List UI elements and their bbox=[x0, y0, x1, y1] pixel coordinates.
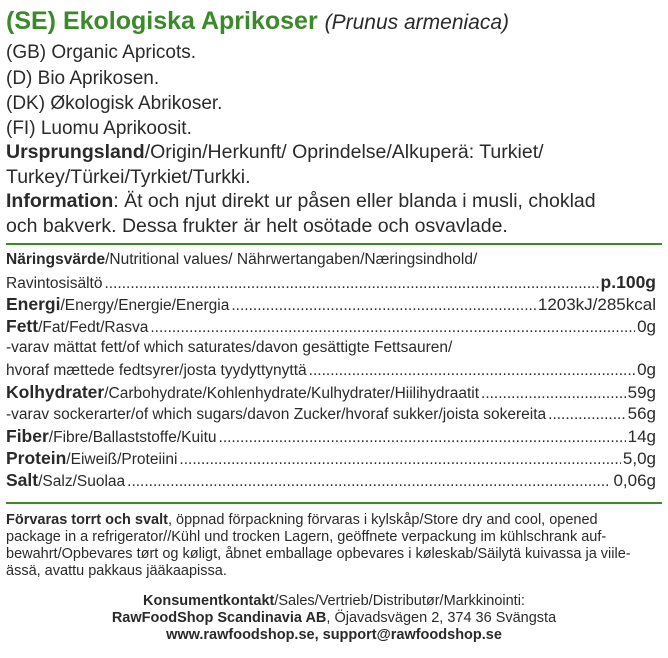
table-row: hvoraf mættede fedtsyrer/josta tyydyttynyttä ..... 0g bbox=[6, 359, 656, 381]
divider-bottom bbox=[6, 502, 662, 504]
storage-label: Förvaras torrt och svalt bbox=[6, 512, 168, 528]
divider-top bbox=[6, 243, 662, 245]
information-text-2: och bakverk. Dessa frukter är helt osötade och osvavlade. bbox=[6, 215, 508, 237]
table-row: Protein/Eiweiß/Proteiini ..... 5,0g bbox=[6, 447, 656, 469]
contact-label: Konsumentkontakt bbox=[143, 593, 275, 609]
information-label: Information bbox=[6, 190, 114, 212]
table-row: Salt/Salz/Suolaa ..... 0,06g bbox=[6, 469, 656, 491]
origin-block bbox=[6, 140, 662, 190]
web-email: www.rawfoodshop.se, support@rawfoodshop.se bbox=[166, 627, 502, 643]
nutrition-header-label: Näringsvärde bbox=[6, 251, 106, 268]
origin-text-1: /Origin/Herkunft/ Oprindelse/Alkuperä: Turkiet/ bbox=[144, 141, 544, 163]
table-row: Fett/Fat/Fedt/Rasva ..... 0g bbox=[6, 315, 656, 337]
name-fi: (FI) Luomu Aprikoosit. bbox=[6, 118, 192, 139]
nutrition-header-rest: /Nutritional values/ Nährwertangaben/Næringsindhold/ bbox=[105, 251, 478, 268]
latin-name: (Prunus armeniaca) bbox=[324, 11, 510, 34]
company-name: RawFoodShop Scandinavia AB bbox=[111, 610, 327, 626]
company-address: , Öjavadsvägen 2, 374 36 Svängsta bbox=[326, 610, 557, 626]
table-row: Fiber/Fibre/Ballaststoffe/Kuitu ..... 14g bbox=[6, 425, 656, 447]
per-100g: p.100g bbox=[600, 272, 656, 292]
name-gb: (GB) Organic Apricots. bbox=[6, 42, 197, 63]
contact-block: Konsumentkontakt/Sales/Vertrieb/Distributør/Markkinointi: RawFoodShop Scandinavia AB, Öjavadsvägen 2, 374 36 Svängsta www.rawfoodshop.se, support@rawfoodshop.se bbox=[111, 593, 557, 643]
table-row: Energi/Energy/Energie/Energia ..... 1203kJ/285kcal bbox=[6, 293, 656, 315]
nutrition-table bbox=[6, 249, 656, 491]
name-de: (D) Bio Aprikosen. bbox=[6, 68, 160, 89]
table-row: -varav sockerarter/of which sugars/davon Zucker/hvoraf sukker/joista sokereita ..... 56g bbox=[6, 403, 656, 425]
origin-text-2: Turkey/Türkei/Tyrkiet/Turkki. bbox=[6, 166, 251, 188]
name-dk: (DK) Økologisk Abrikoser. bbox=[6, 93, 223, 114]
nutrition-header-line2: Ravintosisältö bbox=[6, 275, 103, 292]
saturates-line1: -varav mättat fett/of which saturates/davon gesättigte Fettsauren/ bbox=[6, 339, 453, 356]
product-name-se: (SE) Ekologiska Aprikoser bbox=[6, 7, 318, 35]
origin-label: Ursprungsland bbox=[6, 141, 145, 163]
information-text-1: : Ät och njut direkt ur påsen eller blanda i musli, choklad bbox=[113, 190, 596, 212]
storage-block: Förvaras torrt och svalt, öppnad förpackning förvaras i kylskåp/Store dry and cool, opened package in a refrigerator//Kühl und trocken Lagern, geöffnete verpackung im kühlschrank auf- bewahrt/Opbevares tørt og køligt, åbnet emballage opbevares i køleskab/Säilytä kuivassa ja viile- ässä, avattu pakkaus jääkaapissa. bbox=[6, 512, 631, 579]
table-row: Kolhydrater/Carbohydrate/Kohlenhydrate/Kulhydrater/Hiilihydraatit ..... 59g bbox=[6, 381, 656, 403]
product-title bbox=[6, 6, 509, 38]
information-block bbox=[6, 189, 662, 239]
